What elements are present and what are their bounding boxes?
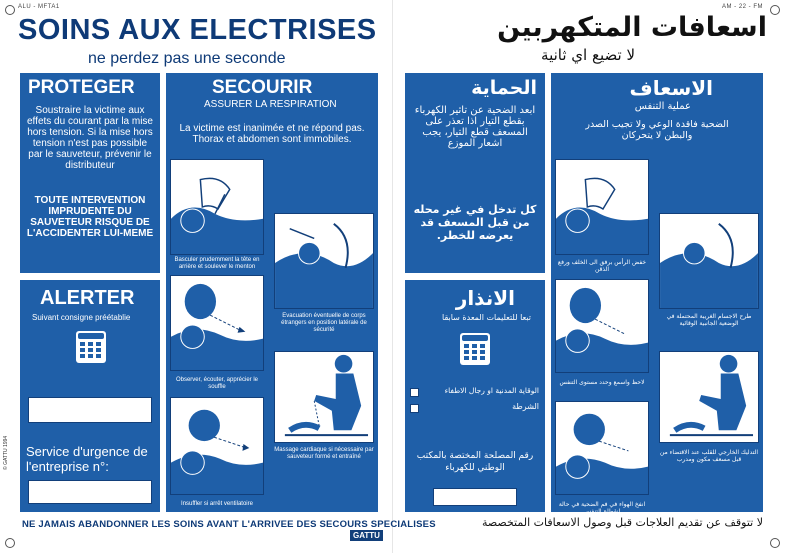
illustration-cardiac-massage (274, 351, 374, 443)
caption-lateral-position-ar: طرح الاجسام الغريبة المحتملة في الوضعية الجانبية الوقائية (666, 313, 752, 327)
lateral-position-icon (660, 214, 758, 308)
bottom-warning-ar: لا تتوقف عن تقديم العلاجات قبل وصول الاسعافات المتخصصة (481, 516, 763, 529)
lateral-position-icon (275, 214, 373, 308)
insufflation-icon (171, 398, 263, 494)
secourir-heading: SECOURIR (212, 77, 313, 98)
caption-cardiac-massage: Massage cardiaque si nécessaire par sauveteur formé et entraîné (274, 447, 374, 460)
rescue-text-ar: الضحية فاقدة الوعي ولا تجيب الصدر والبطن لا يتحركان (585, 119, 729, 141)
alert-number-field-ar[interactable] (433, 488, 517, 506)
alert-heading-ar: الانذار (455, 286, 515, 310)
title-fr: SOINS AUX ELECTRISES (18, 14, 377, 46)
check-breathing-icon (556, 280, 648, 372)
head-tilt-icon (171, 160, 263, 254)
rescue-heading-ar: الاسعاف (629, 76, 713, 100)
mount-hole-icon (5, 538, 15, 548)
protection-warning-ar: كل تدخل في غير محله من قبل المسعف قد يعرضه للخطر. (413, 203, 537, 242)
police-checkbox[interactable] (410, 404, 419, 413)
alert-line2-ar: الشرطة (512, 402, 539, 411)
mount-hole-icon (5, 5, 15, 15)
proteger-panel (20, 73, 160, 273)
head-tilt-icon (556, 160, 648, 254)
caption-lateral-position: Evacuation éventuelle de corps étrangers en position latérale de sécurité (281, 313, 367, 333)
caption-insufflation-ar: انفخ الهواء في فم الضحية في حالة انقطاع التنفس (558, 501, 646, 515)
bottom-warning-fr: NE JAMAIS ABANDONNER LES SOINS AVANT L'ARRIVEE DES SECOURS SPECIALISES (22, 519, 436, 530)
illustration-check-breathing (170, 275, 264, 371)
reference-code-left: ALU - MFTA1 (18, 4, 60, 10)
alerter-subtext: Suivant consigne préétablie (32, 313, 131, 322)
secourir-panel (166, 73, 378, 512)
secourir-subheading: ASSURER LA RESPIRATION (204, 99, 337, 110)
illustration-head-tilt-ar (555, 159, 649, 255)
caption-cardiac-massage-ar: التدليك الخارجي للقلب عند الاقتضاء من قبل مسعف مكون ومدرب (659, 449, 759, 463)
rescue-panel-ar (551, 73, 763, 515)
protection-panel-ar (405, 73, 545, 273)
mount-hole-icon (770, 538, 780, 548)
mount-hole-icon (770, 5, 780, 15)
proteger-heading: PROTEGER (28, 77, 135, 98)
subtitle-ar: لا تضيع اي ثانية (541, 46, 635, 64)
caption-check-breathing: Observer, écouter, apprécier le souffle (175, 377, 259, 390)
check-breathing-icon (171, 276, 263, 370)
secourir-text: La victime est inanimée et ne répond pas. Thorax et abdomen sont immobiles. (179, 123, 365, 145)
title-ar: اسعافات المتكهربين (497, 12, 767, 43)
illustration-head-tilt (170, 159, 264, 255)
proteger-warning: TOUTE INTERVENTION IMPRUDENTE DU SAUVETEUR RISQUE DE L'ACCIDENTER LUI-MEME (26, 195, 154, 239)
insufflation-icon (556, 402, 648, 494)
illustration-insufflation (170, 397, 264, 495)
caption-head-tilt-ar: خفض الرأس برفق الى الخلف ورفع الذقن (557, 259, 647, 273)
reference-code-right: AM - 22 - FM (722, 4, 764, 10)
service-urgence-field[interactable] (28, 480, 152, 504)
protection-text-ar: ابعد الضحية عن تاثير الكهرباء بقطع التيار اذا تعذر على المسعف قطع التيار، يجب اشعار الموزع (414, 105, 536, 149)
service-urgence-label: Service d'urgence de l'entreprise n°: (26, 444, 148, 474)
alerter-number-field[interactable] (28, 397, 152, 423)
alert-service-ar: رقم المصلحة المختصة بالمكتب الوطني للكهرباء (416, 451, 534, 473)
illustration-insufflation-ar (555, 401, 649, 495)
rescuer-figure-icon (660, 352, 758, 442)
illustration-lateral-position-ar (659, 213, 759, 309)
rescue-subheading-ar: عملية التنفس (634, 101, 691, 112)
telephone-keypad-icon (459, 332, 491, 366)
illustration-lateral-position (274, 213, 374, 309)
civil-protection-checkbox[interactable] (410, 388, 419, 397)
rescuer-figure-icon (275, 352, 373, 442)
fold-line (392, 0, 393, 553)
copyright-notice: © GATTU 1994 (3, 435, 9, 470)
alert-line1-ar: الوقاية المدنية او رجال الاطفاء (444, 386, 539, 395)
alert-panel-ar (405, 280, 545, 512)
subtitle-fr: ne perdez pas une seconde (88, 50, 286, 67)
protection-heading-ar: الحماية (471, 77, 537, 99)
caption-head-tilt: Basculer prudemment la tête en arrière et soulever le menton (174, 257, 260, 270)
proteger-text: Soustraire la victime aux effets du courant par la mise hors tension. Si la mise hors tension n'est pas possible par le sauveteur, prévenir le distributeur (27, 105, 153, 171)
alerter-heading: ALERTER (40, 287, 135, 309)
illustration-check-breathing-ar (555, 279, 649, 373)
illustration-cardiac-massage-ar (659, 351, 759, 443)
telephone-keypad-icon (75, 330, 107, 364)
caption-check-breathing-ar: لاحظ واسمع وحدد مستوى التنفس (559, 379, 645, 386)
alert-subtext-ar: تبعا للتعليمات المعدة سابقا (442, 313, 531, 322)
brand-logo: GATTU (350, 530, 383, 541)
caption-insufflation: Insuffler si arrêt ventilatoire (181, 501, 253, 507)
alerter-panel (20, 280, 160, 512)
